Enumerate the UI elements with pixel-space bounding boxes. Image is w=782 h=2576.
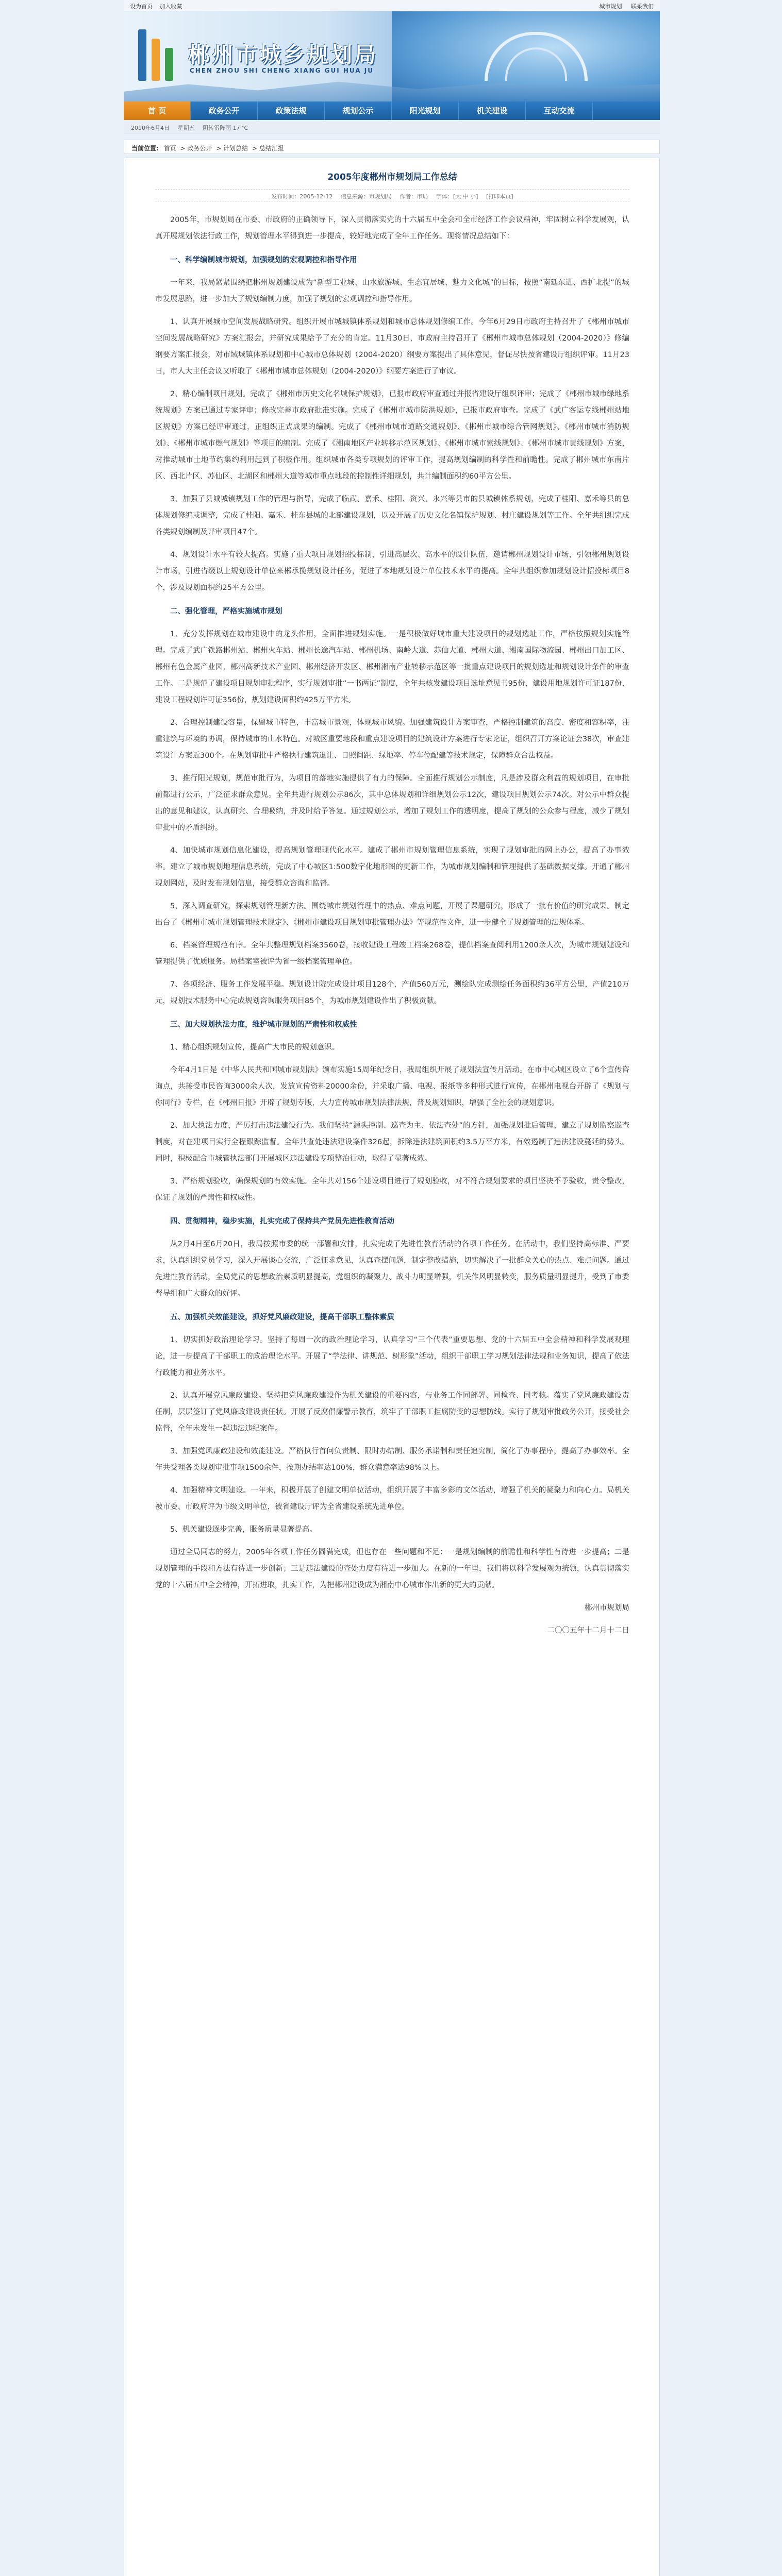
- article-paragraph: 1、认真开展城市空间发展战略研究。组织开展市城城镇体系规划和城市总体规划修编工作。今年6月29日市政府主持召开了《郴州市城市空间发展战略研究》方案汇报会，并研究成果给予了充分的肯定。11月30日，市政府主持召开了《郴州市城市总体规划（2004-2020）》修编纲要方案汇报会，对市域城镇体系规划和中心城市总体规划（2004-2020）纲要方案提出了具体意见，督促尽快按省建设厅组织评审。11月23日，市人大主任会议又听取了《郴州市城市总体规划（2004-2020）》纲要方案进行了审议。: [155, 318, 629, 376]
- article-paragraph: 2、认真开展党风廉政建设。坚持把党风廉政建设作为机关建设的重要内容，与业务工作同部署、同检查、同考核。落实了党风廉政建设责任制，层层签订了党风廉政建设责任状。开展了反腐倡廉警示教育，筑牢了干部职工拒腐防变的思想防线。实行了规划审批政务公开，接受社会监督，全年未发生一起违法违纪案件。: [155, 1392, 629, 1433]
- set-homepage-link[interactable]: 设为首页: [130, 3, 153, 10]
- weather-text: 阴转雷阵雨 17 ℃: [203, 125, 248, 131]
- article-paragraph: 一年来，我局紧紧围绕把郴州规划建设成为“新型工业城、山水旅游城、生态宜居城、魅力文化城”的目标，按照“南延东进、西扩北提”的城市发展思路，进一步加大了规划编制力度，加强了规划的宏观调控和指导作用。: [155, 279, 629, 303]
- breadcrumb-gov-affairs[interactable]: > 政务公开: [180, 145, 212, 152]
- top-link-planning[interactable]: 城市规划: [599, 3, 622, 10]
- meta-author: 作者：市局: [400, 193, 428, 200]
- current-date: 2010年6月4日: [131, 125, 170, 131]
- article-paragraph: 2005年，市规划局在市委、市政府的正确领导下，深入贯彻落实党的十六届五中全会和全市经济工作会议精神，牢固树立科学发展观，认真开展规划依法行政工作，规划管理水平得到进一步提高，较好地完成了全年工作任务。现将情况总结如下：: [155, 216, 629, 241]
- site-subtitle: CHEN ZHOU SHI CHENG XIANG GUI HUA JU: [190, 67, 374, 74]
- meta-font-size-control[interactable]: 字体：[大 中 小]: [436, 193, 478, 200]
- logo-bar-blue: [138, 29, 146, 81]
- nav-item-interaction[interactable]: 互动交流: [526, 101, 593, 120]
- article-body: [155, 212, 629, 1645]
- article-panel: [124, 158, 660, 2576]
- article-paragraph: 6、档案管理规范有序。全年共整理规划档案3560卷，接收建设工程竣工档案268卷，提供档案查阅利用1200余人次，为城市规划建设和管理提供了优质服务。局档案室被评为省一级档案管理单位。: [155, 941, 629, 966]
- article-paragraph: 5、机关建设逐步完善，服务质量显著提高。: [170, 1526, 317, 1534]
- top-bar-left: [130, 2, 188, 10]
- nav-item-home[interactable]: 首 页: [124, 101, 191, 120]
- article-meta: [155, 189, 629, 201]
- top-link-contact[interactable]: 联系我们: [631, 3, 654, 10]
- article-paragraph: 3、加强了县城城镇规划工作的管理与指导，完成了临武、嘉禾、桂阳、资兴、永兴等县市的县城镇体系规划，完成了桂阳、嘉禾等县的总体规划修编或调整，完成了桂阳、嘉禾、桂东县城的北部建设规划，以及开展了历史文化名镇保护规划、村庄建设规划等工作。全年共组织完成各类规划编制及评审项目47个。: [155, 495, 629, 536]
- meta-source: 信息来源：市规划局: [340, 193, 392, 200]
- logo-bar-orange: [152, 39, 160, 81]
- article-paragraph: 1、精心组织规划宣传，提高广大市民的规划意识。: [170, 1043, 340, 1052]
- nav-item-planning-notice[interactable]: 规划公示: [325, 101, 392, 120]
- logo-bar-green: [165, 48, 173, 81]
- article-paragraph: 从2月4日至6月20日，我局按照市委的统一部署和安排，扎实完成了先进性教育活动的各项工作任务。在活动中，我们坚持高标准、严要求，认真组织党员学习，深入开展谈心交流，广泛征求意见，认真查摆问题，制定整改措施，切实解决了一批群众关心的热点、难点问题。通过先进性教育活动，全局党员的思想政治素质明显提高，党组织的凝聚力、战斗力明显增强，机关作风明显转变，服务质量明显提升，受到了市委督导组和广大群众的好评。: [155, 1240, 629, 1298]
- article-paragraph: 7、各项经济、服务工作发展平稳。规划设计院完成设计项目128个，产值560万元，测绘队完成测绘任务面积约36平方公里，产值210万元，规划技术服务中心完成规划咨询服务项目85个，为城市规划建设作出了积极贡献。: [155, 980, 629, 1005]
- nav-item-agency[interactable]: 机关建设: [459, 101, 526, 120]
- top-bar-right: [592, 2, 654, 10]
- add-favorite-link[interactable]: 加入收藏: [159, 3, 182, 10]
- top-bar: [124, 0, 660, 11]
- article-paragraph: 1、充分发挥规划在城市建设中的龙头作用，全面推进规划实施。一是积极做好城市重大建设项目的规划选址工作，严格按照规划实施管理。完成了武广铁路郴州站、郴州火车站、郴州长途汽车站、郴州机场、南岭大道、苏仙大道、郴州大道、湘南国际物流园、郴州出口加工区、郴州有色金属产业园、郴州高新技术产业园、郴州经济开发区、郴州湘南产业转移示范区等一批重点建设项目的规划选址和规划设计条件的审查工作。二是规范了建设项目规划审批程序，实行规划审批“一书两证”制度，全年共核发建设项目选址意见书95份，建设用地规划许可证187份，建设工程规划许可证356份，规划建设面积约425万平方米。: [155, 630, 629, 704]
- breadcrumb-plan-summary[interactable]: > 计划总结: [216, 145, 248, 152]
- section-heading: 三、加大规划执法力度，维护城市规划的严肃性和权威性: [170, 1021, 357, 1029]
- meta-publish-time: 发布时间：2005-12-12: [271, 193, 333, 200]
- main-nav: [124, 101, 660, 120]
- article-title: 2005年度郴州市规划局工作总结: [327, 172, 457, 182]
- article-paragraph: 5、深入调查研究，探索规划管理新方法。围绕城市规划管理中的热点、难点问题，开展了课题研究，形成了一批有价值的研究成果。制定出台了《郴州市城市规划管理技术规定》、《郴州市建设项目规划审批管理办法》等规范性文件，进一步健全了规划管理的法规体系。: [155, 902, 629, 927]
- article-paragraph: 4、加强精神文明建设。一年来，积极开展了创建文明单位活动，组织开展了丰富多彩的文体活动，增强了机关的凝聚力和向心力。局机关被市委、市政府评为市级文明单位，被省建设厅评为全省建设系统先进单位。: [155, 1486, 629, 1511]
- section-heading: 二、强化管理，严格实施城市规划: [170, 607, 282, 616]
- print-button[interactable]: [打印本页]: [486, 193, 513, 200]
- article-paragraph: 3、加强党风廉政建设和效能建设。严格执行首问负责制、限时办结制、服务承诺制和责任追究制，简化了办事程序，提高了办事效率。全年共受理各类规划审批事项1500余件，按期办结率达100%，群众满意率达98%以上。: [155, 1447, 629, 1472]
- nav-item-sunshine-planning[interactable]: 阳光规划: [392, 101, 459, 120]
- current-weekday: 星期五: [177, 125, 195, 131]
- date-weather-bar: [124, 120, 660, 133]
- article-paragraph: 3、严格规划验收，确保规划的有效实施。全年共对156个建设项目进行了规划验收，对不符合规划要求的项目坚决不予验收，责令整改，保证了规划的严肃性和权威性。: [155, 1177, 629, 1202]
- breadcrumb-home[interactable]: 首页: [163, 145, 176, 152]
- breadcrumb-summary-report[interactable]: > 总结汇报: [252, 145, 284, 152]
- header-banner: [124, 11, 660, 101]
- site-logo[interactable]: [134, 29, 180, 81]
- article-paragraph: 4、加快城市规划信息化建设，提高规划管理现代化水平。建成了郴州市规划管理信息系统，实现了规划审批的网上办公，提高了办事效率。建立了城市规划地理信息系统，完成了中心城区1:500数字化地形图的更新工作，为城市规划编制和管理提供了基础数据支撑。开通了郴州规划网站，及时发布规划信息，接受群众咨询和监督。: [155, 846, 629, 888]
- article-signature: 二〇〇五年十二月十二日: [547, 1626, 629, 1635]
- article-paragraph: 4、规划设计水平有较大提高。实施了重大项目规划招投标制，引进高层次、高水平的设计队伍，邀请郴州规划设计市场，引领郴州规划设计市场，引进省级以上规划设计单位来郴承揽规划设计任务，促进了本地规划设计单位技术水平的提高。全年共组织参加规划设计招投标项目8个，涉及规划面积约25平方公里。: [155, 551, 629, 592]
- article-signature: 郴州市规划局: [585, 1604, 629, 1612]
- section-heading: 四、贯彻精神，稳步实施，扎实完成了保持共产党员先进性教育活动: [170, 1217, 394, 1226]
- section-heading: 一、科学编制城市规划，加强规划的宏观调控和指导作用: [170, 256, 357, 264]
- breadcrumb-label: 当前位置:: [131, 145, 159, 152]
- article-paragraph: 今年4月1日是《中华人民共和国城市规划法》颁布实施15周年纪念日，我局组织开展了规划法宣传月活动。在市中心城区设立了6个宣传咨询点，共接受市民咨询3000余人次，发放宣传资料20000余份，并采取广播、电视、报纸等多种形式进行宣传，在郴州电视台开辟了《规划与你同行》专栏，在《郴州日报》开辟了规划专版，大力宣传城市规划法律法规，普及规划知识，增强了全社会的规划意识。: [155, 1066, 629, 1107]
- nav-item-policy[interactable]: 政策法规: [258, 101, 325, 120]
- article-paragraph: 3、推行阳光规划，规范审批行为，为项目的落地实施提供了有力的保障。全面推行规划公示制度，凡是涉及群众利益的规划项目，在审批前都进行公示，广泛征求群众意见。全年共进行规划公示86次，其中总体规划和详细规划公示12次，建设项目规划公示74次。对公示中群众提出的意见和建议，认真研究、合理吸纳，并及时给予答复。通过规划公示，增加了规划工作的透明度，提高了规划的公众参与程度，减少了规划审批中的矛盾纠纷。: [155, 774, 629, 832]
- breadcrumb: [124, 140, 660, 154]
- article-paragraph: 2、合理控制建设容量，保留城市特色，丰富城市景观，体现城市风貌。加强建筑设计方案审查，严格控制建筑的高度、密度和容积率，注重建筑与环境的协调，保持城市的山水特色。对城区重要地段和重点建设项目的建筑设计方案进行专家论证，组织召开方案论证会38次，审查建筑设计方案近300个。在规划审批中严格执行建筑退让、日照间距、绿地率、停车位配建等技术规定，保障群众合法权益。: [155, 719, 629, 760]
- site-title: 郴州市城乡规划局: [188, 42, 378, 67]
- article-paragraph: 通过全局同志的努力，2005年各项工作任务圆满完成，但也存在一些问题和不足：一是规划编制的前瞻性和科学性有待进一步提高；二是规划管理的手段和方法有待进一步创新；三是违法建设的查处力度有待进一步加大。在新的一年里，我们将以科学发展观为统领，认真贯彻落实党的十六届五中全会精神，开拓进取，扎实工作，为把郴州建设成为湘南中心城市作出新的更大的贡献。: [155, 1548, 629, 1589]
- article-paragraph: 2、加大执法力度，严厉打击违法建设行为。我们坚持“源头控制、巡查为主、依法查处”的方针，加强规划批后管理，建立了规划监察巡查制度，对在建项目实行全程跟踪监督。全年共查处违法建设案件326起，拆除违法建筑面积约3.5万平方米，有效遏制了违法建设蔓延的势头。同时，积极配合市城管执法部门开展城区违法建设专项整治行动，取得了显著成效。: [155, 1122, 629, 1163]
- nav-item-gov-affairs[interactable]: 政务公开: [191, 101, 258, 120]
- article-paragraph: 1、切实抓好政治理论学习。坚持了每周一次的政治理论学习，认真学习“三个代表”重要思想、党的十六届五中全会精神和科学发展观理论，进一步提高了干部职工的政治理论水平。开展了“学法律、讲规范、树形象”活动，组织干部职工学习规划法律法规和业务知识，提高了依法行政能力和业务水平。: [155, 1336, 629, 1377]
- article-paragraph: 2、精心编制项目规划。完成了《郴州市历史文化名城保护规划》，已报市政府审查通过并报省建设厅组织评审；完成了《郴州市城市绿地系统规划》方案已通过专家评审；修改完善市政府批准实施。完成了《郴州市城市防洪规划》，已报市政府审查。完成了《武广客运专线郴州站地区规划》方案已经评审通过，正组织正式成果的编制。完成了《郴州市城市道路交通规划》、《郴州市城市综合管网规划》、《郴州市城市消防规划》、《郴州市城市燃气规划》等项目的编制。完成了《湘南地区产业转移示范区规划》、《郴州市城市紫线规划》、《郴州市城市黄线规划》方案，对推动城市土地节约集约利用起到了积极作用。组织城市各类专项规划的评审工作，提高规划编制的科学性和前瞻性。完成了郴州城市东南片区、西北片区、苏仙区、北湖区和郴州大道等城市重点地段的控制性详细规划，共计编制面积约60平方公里。: [155, 390, 629, 481]
- section-heading: 五、加强机关效能建设，抓好党风廉政建设，提高干部职工整体素质: [170, 1313, 394, 1321]
